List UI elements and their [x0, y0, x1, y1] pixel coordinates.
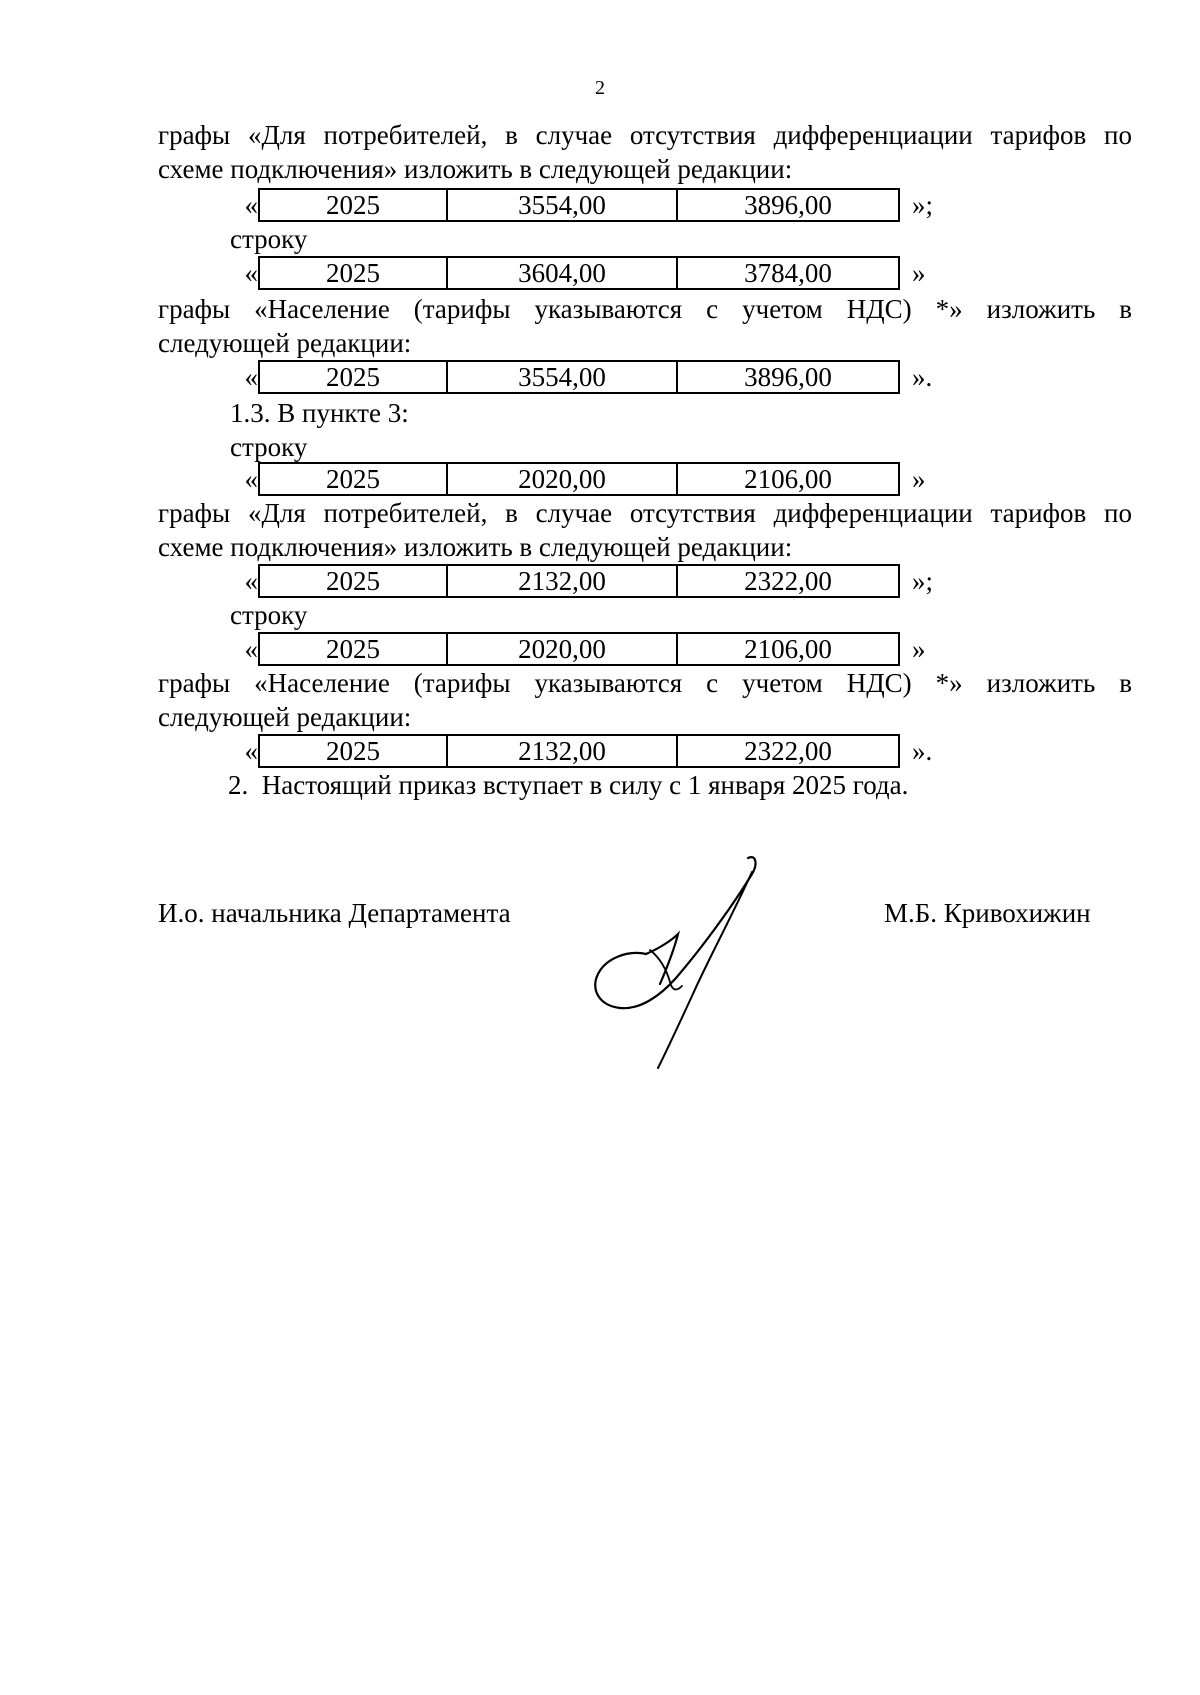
paragraph-line: графы «Для потребителей, в случае отсутствия дифференциации тарифов по [158, 498, 1132, 528]
cell-value-1: 2020,00 [448, 464, 678, 494]
cell-value-1: 3554,00 [448, 362, 678, 392]
quote-close: ». [912, 361, 933, 392]
tariff-row [236, 564, 933, 598]
tariff-table [258, 256, 900, 290]
tariff-table [258, 632, 900, 666]
paragraph-line: схеме подключения» изложить в следующей редакции: [158, 154, 793, 184]
tariff-row [236, 360, 932, 394]
label-stroku: строку [230, 432, 308, 462]
tariff-table [258, 734, 900, 768]
paragraph-line: схеме подключения» изложить в следующей редакции: [158, 532, 793, 562]
paragraph-line: графы «Для потребителей, в случае отсутствия дифференциации тарифов по [158, 120, 1132, 150]
paragraph-line: следующей редакции: [158, 328, 412, 358]
paragraph-line: графы «Население (тарифы указываются с учетом НДС) *» изложить в [158, 668, 1132, 698]
tariff-row [236, 462, 926, 496]
paragraph-line: следующей редакции: [158, 702, 412, 732]
cell-value-2: 2106,00 [744, 464, 832, 494]
tariff-table [258, 188, 900, 222]
item-2 [228, 768, 908, 802]
cell-year: 2025 [260, 464, 448, 494]
cell-value-1: 2132,00 [448, 566, 678, 596]
cell-value-2: 3784,00 [744, 258, 832, 288]
item-1-3: 1.3. В пункте 3: [230, 398, 409, 428]
cell-year: 2025 [260, 736, 448, 766]
label-stroku: строку [230, 224, 308, 254]
item-2-number: 2. [228, 770, 249, 800]
tariff-row [236, 632, 926, 666]
quote-close: »; [912, 565, 934, 596]
item-2-text: Настоящий приказ вступает в силу с 1 января 2025 года. [261, 770, 909, 800]
cell-value-2: 2322,00 [744, 566, 832, 596]
label-stroku: строку [230, 600, 308, 630]
quote-open: « [244, 565, 258, 596]
quote-close: »; [912, 189, 934, 220]
quote-open: « [244, 633, 258, 664]
cell-value-1: 3554,00 [448, 190, 678, 220]
quote-close: » [912, 633, 926, 664]
tariff-row [236, 256, 926, 290]
signatory-position: И.о. начальника Департамента [158, 898, 511, 928]
tariff-table [258, 564, 900, 598]
paragraph-population-1 [158, 292, 1132, 360]
tariff-row [236, 188, 933, 222]
quote-open: « [244, 735, 258, 766]
quote-open: « [244, 361, 258, 392]
quote-open: « [244, 257, 258, 288]
cell-year: 2025 [260, 362, 448, 392]
quote-open: « [244, 189, 258, 220]
quote-close: » [912, 257, 926, 288]
tariff-row [236, 734, 932, 768]
tariff-table [258, 360, 900, 394]
quote-close: » [912, 463, 926, 494]
cell-year: 2025 [260, 566, 448, 596]
cell-year: 2025 [260, 258, 448, 288]
signatory-name: М.Б. Кривохижин [884, 898, 1091, 928]
cell-value-2: 2106,00 [744, 634, 832, 664]
paragraph-consumers-1 [158, 118, 1132, 186]
cell-value-1: 3604,00 [448, 258, 678, 288]
quote-open: « [244, 463, 258, 494]
cell-year: 2025 [260, 190, 448, 220]
cell-value-1: 2020,00 [448, 634, 678, 664]
cell-value-2: 2322,00 [744, 736, 832, 766]
page-number: 2 [595, 77, 605, 99]
handwritten-signature [580, 850, 770, 1070]
paragraph-line: графы «Население (тарифы указываются с учетом НДС) *» изложить в [158, 294, 1132, 324]
cell-value-2: 3896,00 [744, 190, 832, 220]
cell-value-2: 3896,00 [744, 362, 832, 392]
paragraph-population-2 [158, 666, 1132, 734]
tariff-table [258, 462, 900, 496]
cell-value-1: 2132,00 [448, 736, 678, 766]
quote-close: ». [912, 735, 933, 766]
paragraph-consumers-2 [158, 496, 1132, 564]
cell-year: 2025 [260, 634, 448, 664]
